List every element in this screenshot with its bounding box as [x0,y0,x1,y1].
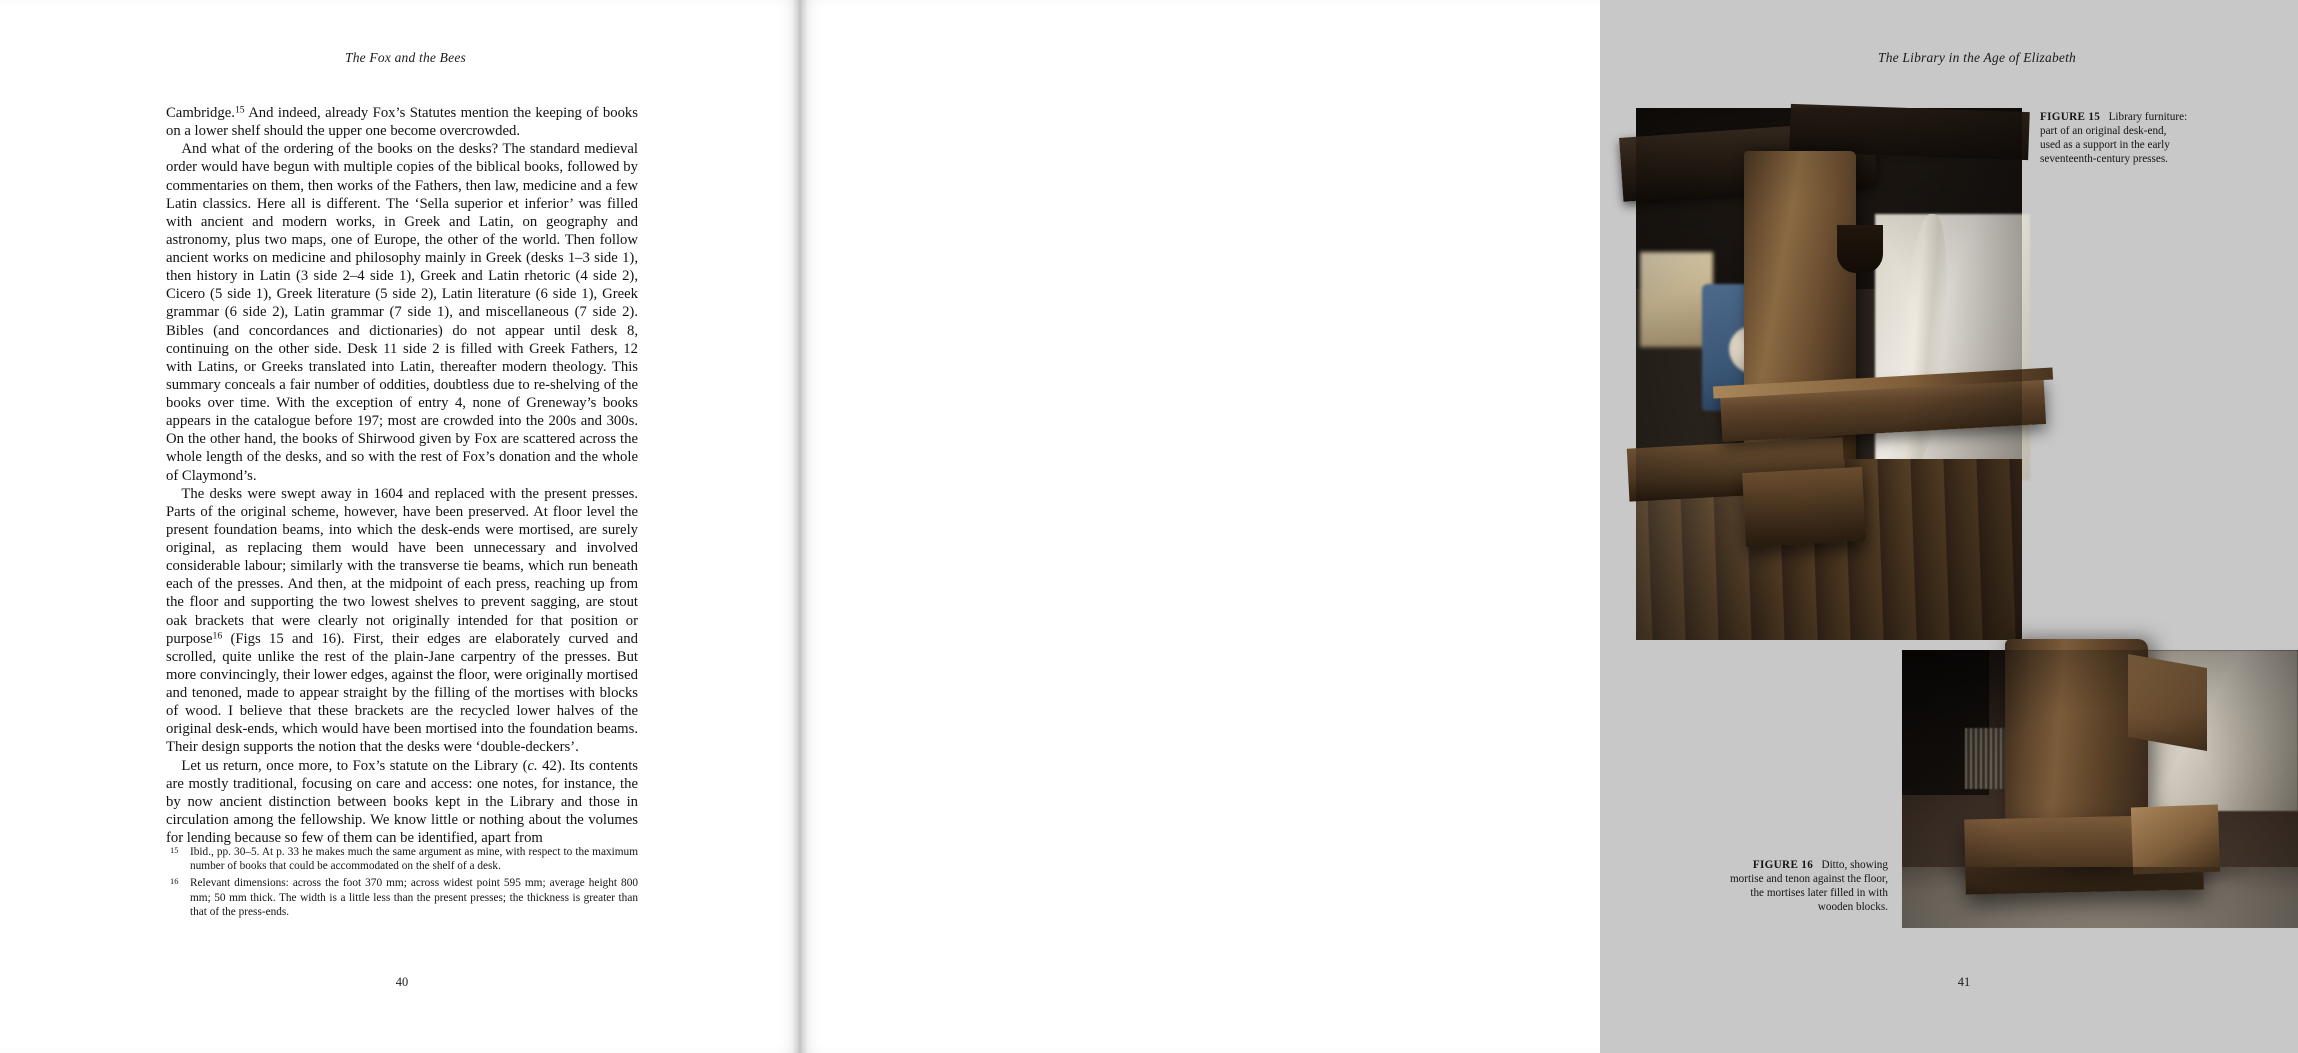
text-run: And indeed, already Fox’s Statutes mention the keeping of books on a lower shelf should the upper one become overcrowded. [166,105,638,140]
footnote-number: 16 [170,877,179,887]
text-run: Let us return, once more, to Fox’s statute on the Library ( [181,757,528,774]
footnote-text: Relevant dimensions: across the foot 370 mm; across widest point 595 mm; average height 800 mm; 50 mm thick. The width is a little less than the present presses; the thickness is greater than that of the press-ends. [190,877,638,918]
figure-15-image [1636,108,2022,640]
footnote-item [166,845,638,873]
footnotes-block [166,845,638,922]
footnote-reference: 15 [234,104,245,116]
footnote-text: Ibid., pp. 30–5. At p. 33 he makes much the same argument as mine, with respect to the maximum number of books that could be accommodated on the shelf of a desk. [190,846,638,873]
figure-16-caption-text: Ditto, showing mortise and tenon against the floor, the mortises later filled in with wooden blocks. [1729,859,1888,913]
body-paragraph [166,757,638,848]
page-left [0,0,800,1053]
running-head-left: The Fox and the Bees [345,50,466,65]
footnote-reference: 16 [212,630,223,642]
running-head-right: The Library in the Age of Elizabeth [1878,50,2076,65]
footnote-number: 15 [170,846,179,855]
figure-16-image [1902,650,2298,928]
page-right [800,0,2188,1053]
folio-right: 41 [1957,975,1971,989]
text-run: 42). Its contents are mostly traditional, focusing on care and access: one notes, for instance, the by now ancient distinction between books kept in the Library and those in circulation among the fellowship. We know little or nothing about the volumes for lending because so few of them can be identified, apart from [166,757,638,846]
figure-15-caption-text: Library furniture: part of an original desk-end, used as a support in the early seventeenth-century presses. [2040,111,2188,165]
figure-15-photo-render [1636,108,2022,640]
figure-15-caption [2040,110,2188,166]
text-run: The desks were swept away in 1604 and replaced with the present presses. Parts of the original scheme, however, have been preserved. At floor level the present foundation beams, into which the desk-ends were mortised, are surely original, as replacing them would have been unnecessary and involved considerable labour; similarly with the transverse tie beams, which run beneath each of the presses. And then, at the midpoint of each press, reaching up from the floor and supporting the two lowest shelves to prevent sagging, are stout oak brackets that were clearly not originally intended for that position or purpose [166,485,638,647]
body-paragraph [166,485,638,757]
figure-16-label: FIGURE 16 [1752,859,1814,871]
figure-15-label: FIGURE 15 [2040,111,2101,123]
text-run: Cambridge. [166,105,235,121]
body-paragraph [166,140,638,484]
text-run: (Figs 15 and 16). First, their edges are elaborately curved and scrolled, quite unlike the rest of the plain-Jane carpentry of the presses. But more convincingly, their lower edges, against the floor, were originally mortised and tenoned, made to appear straight by the filling of the mortises with blocks of wood. I believe that these brackets are the recycled lower halves of the original desk-ends, which would have been mortised into the foundation beams. Their design supports the notion that the desks were ‘double-deckers’. [166,630,638,756]
text-run: And what of the ordering of the books on the desks? The standard medieval order would have begun with multiple copies of the biblical books, followed by commentaries on them, then works of the Fathers, then law, medicine and a few Latin classics. Here all is different. The ‘Sella superior et inferior’ was filled with ancient and modern works, in Greek and Latin, on geography and astronomy, plus two maps, one of Europe, the other of the world. Then follow ancient works on medicine and philosophy mainly in Greek (desks 1–3 side 1), then history in Latin (3 side 2–4 side 1), Greek and Latin rhetoric (4 side 2), Cicero (5 side 1), Greek literature (5 side 2), Latin literature (6 side 1), Greek grammar (6 side 2), Latin grammar (7 side 1), and miscellaneous (7 side 2). Bibles (and concordances and dictionaries) do not appear until desk 8, continuing on the other side. Desk 11 side 2 is filled with Greek Fathers, 12 with Latins, or Greeks translated into Latin, thereafter modern theology. This summary conceals a fair number of oddities, doubtless due to re-shelving of the books over time. With the exception of entry 4, none of Greneway’s books appears in the catalogue before 197; most are crowded into the 200s and 300s. On the other hand, the books of Shirwood given by Fox are scattered across the whole length of the desks, and so with the rest of Fox’s donation and the whole of Claymond’s. [166,141,638,484]
italic-text: c. [527,757,538,774]
folio-left: 40 [395,975,409,989]
figure-16-photo-render [1902,650,2298,928]
footnote-item [166,876,638,919]
body-text-column [166,104,638,847]
figure-16-caption [1728,858,1888,914]
body-paragraph [166,104,638,140]
